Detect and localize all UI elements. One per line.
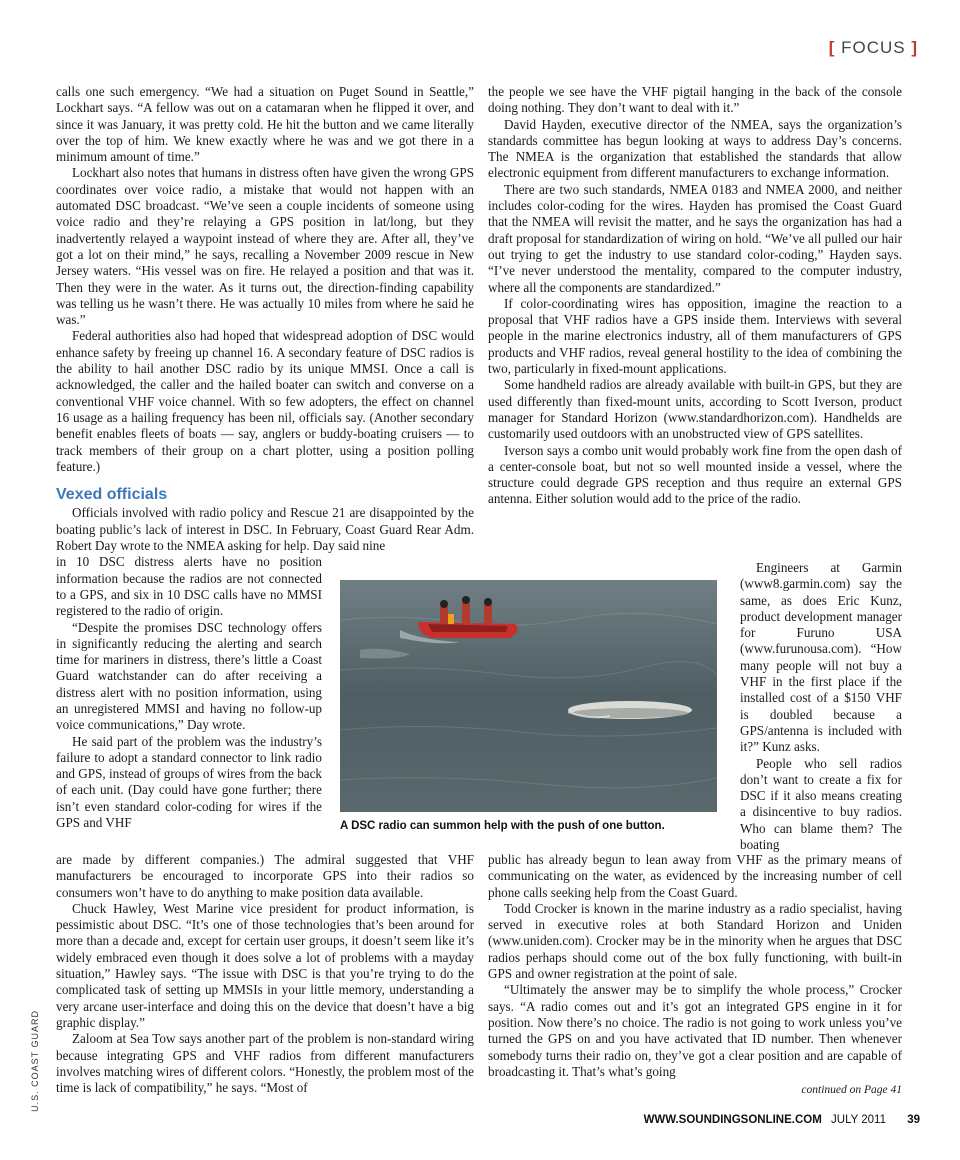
right-paragraph-2: David Hayden, executive director of the NMEA, says the organization’s standards committee has begun looking at ways to address Day’s concerns. The NMEA is the organization that established the standards that allow electronic equipment from different manufacturers to exchange information. xyxy=(488,116,902,181)
photo-illustration xyxy=(340,580,717,812)
capsized-hull xyxy=(568,701,692,719)
section-bracket-open: [ xyxy=(828,38,836,57)
section-bracket-close: ] xyxy=(911,38,918,57)
right-narrow-block xyxy=(740,560,902,853)
right-paragraph-10: “Ultimately the answer may be to simplify the whole process,” Crocker says. “A radio comes out and it’s got an integrated GPS engine in it for position. Now there’s no choice. The radio is not going to work unless you’ve turned the GPS on and you have activated that ID number. Then whenever somebody turns their radio on, they’ve got a clear position and are capable of broadcasting it. That’s what’s going xyxy=(488,982,902,1079)
left-paragraph-3: Federal authorities also had hoped that widespread adoption of DSC would enhance safety by freeing up channel 16. A secondary feature of DSC radios is the ability to hail another DSC radio by its unique MMSI. Once a call is acknowledged, the caller and the hailed boater can switch and converse on a conventional VHF voice channel. With so few adopters, the effect on channel 16 usage as a hailing frequency has been nil, officials say. (Another secondary benefit enables fleets of boats — say, anglers or buddy-boating cruisers — to track members of their group on a chart plotter, using a position polling feature.) xyxy=(56,328,474,474)
right-paragraph-6: Iverson says a combo unit would probably work fine from the open dash of a center-console boat, but not so well mounted inside a vessel, where the structure could degrade GPS reception and thus require an external GPS antenna. Either solution would add to the price of the radio. xyxy=(488,442,902,507)
subheading-vexed-officials: Vexed officials xyxy=(56,486,168,504)
section-tag xyxy=(829,38,918,58)
left-paragraph-7: Chuck Hawley, West Marine vice president for product information, is pessimistic about DSC. “It’s one of those technologies that’s been around for more than a decade and, except for certain user groups, it doesn’t seem like it’s widely embraced even though it does solve a lot of problems with a mayday situation,” Hawley says. “The issue with DSC is that you’re trying to do the complicated task of setting up MMSIs in your little memory, understanding a very arcane user-interface and doing this on the device that doesn’t have a big graphic display.” xyxy=(56,900,474,1030)
footer-issue: JULY 2011 xyxy=(831,1114,886,1126)
left-paragraph-2: Lockhart also notes that humans in distress often have given the wrong GPS coordinates over voice radio, a mistake that would not happen with an automated DSC broadcast. “We’ve seen a couple incidents of someone using voice radio and they’re relaying a GPS position in lat/long, but they inadvertently relayed a waypoint instead of where they are. After all, they’ve got a lot on their mind,” he says, recalling a November 2009 rescue in New Jersey waters. “His vessel was on fire. He relayed a position and that was it. Then they were in the water. As it turns out, the direction-finding capability was telling us he wasn’t there. He was actually 10 miles from where he said he was.” xyxy=(56,165,474,328)
photo-credit: U.S. COAST GUARD xyxy=(30,1010,40,1112)
left-paragraph-8: Zaloom at Sea Tow says another part of the problem is non-standard wiring because integrating GPS and VHF radios from different manufacturers involves matching wires of different colors. “Honestly, the problem most of the time is lack of compatibility,” he says. “Most of xyxy=(56,1031,474,1096)
page-footer xyxy=(644,1114,920,1126)
left-paragraph-5: “Despite the promises DSC technology offers in significantly reducing the alerting and search time for mariners in distress, there’s little a Coast Guard watchstander can do after receiving a distress alert with no position information, using an unregistered MMSI and having no follow-up voice communications,” Day wrote. xyxy=(56,619,322,733)
right-paragraph-5: Some handheld radios are already available with built-in GPS, but they are used differently than fixed-mount units, according to Scott Iverson, product manager for Standard Horizon (www.standardhorizon.com). Handhelds are customarily used outdoors with an unobstructed view of GPS satellites. xyxy=(488,377,902,442)
left-paragraph-4: Officials involved with radio policy and Rescue 21 are disappointed by the boating public’s lack of interest in DSC. In February, Coast Guard Rear Adm. Robert Day wrote to the NMEA asking for help. Day said nine xyxy=(56,505,474,554)
page-number: 39 xyxy=(907,1114,920,1126)
left-paragraph-6: He said part of the problem was the industry’s failure to adopt a standard connector to link radio and GPS, instead of groups of wires from the back of each unit. (Day could have gone further; there isn’t even standard color-coding for wires if the GPS and VHF xyxy=(56,733,322,831)
right-paragraph-7: Engineers at Garmin (www8.garmin.com) say the same, as does Eric Kunz, product development manager for Furuno USA (www.furunousa.com). “How many people will not buy a VHF in the first place if the installed cost of a $150 VHF is doubled because a GPS/antenna is included with it?” Kunz asks. xyxy=(740,560,902,755)
continued-note: continued on Page 41 xyxy=(801,1084,902,1097)
left-paragraph-1: calls one such emergency. “We had a situation on Puget Sound in Seattle,” Lockhart says. “A fellow was out on a catamaran when he flipped it over, and since it was January, it was pretty cold. He hit the button and we came literally over the top of him. We knew exactly where he was and we got there in a minimum amount of time.” xyxy=(56,84,474,165)
left-column-bottom xyxy=(56,852,474,1096)
right-column xyxy=(488,84,902,508)
right-paragraph-8: People who sell radios don’t want to create a fix for DSC if it also means creating a disincentive to buy radios. Who can blame them? The boating xyxy=(740,755,902,853)
left-paragraph-4b: in 10 DSC distress alerts have no position information because the radios are not connected to a GPS, and six in 10 DSC calls have no MMSI registered to the radio of origin. xyxy=(56,554,322,619)
right-paragraph-9: Todd Crocker is known in the marine industry as a radio specialist, having served in executive roles at both Standard Horizon and Uniden (www.uniden.com). Crocker may be in the minority when he argues that DSC radios perhaps should come out of the box fully functioning, with built-in GPS and owner registration at the point of sale. xyxy=(488,900,902,982)
rescue-boat-photo xyxy=(340,580,717,812)
right-column-bottom xyxy=(488,852,902,1098)
right-paragraph-8b: public has already begun to lean away from VHF as the primary means of communicating on the water, as evidenced by the increasing number of cell phone calls seeking help from the Coast Guard. xyxy=(488,852,902,900)
footer-url[interactable]: WWW.SOUNDINGSONLINE.COM xyxy=(643,1114,822,1126)
photo-figure xyxy=(340,580,724,836)
photo-caption: A DSC radio can summon help with the push of one button. xyxy=(340,820,665,832)
left-paragraph-6b: are made by different companies.) The admiral suggested that VHF manufacturers be encouraged to incorporate GPS into their radios so consumers won’t have to do anything to make position data available. xyxy=(56,852,474,900)
right-paragraph-3: There are two such standards, NMEA 0183 and NMEA 2000, and neither includes color-coding for the wires. Hayden has promised the Coast Guard that the NMEA will revisit the matter, and he says the organization has had a draft proposal for standardization of wiring on hold. “We’ve all pulled our hair out trying to get the industry to use standard color-coding,” Hayden says. “I’ve never understood the mentality, compared to the computer industry, where all the components are standardized.” xyxy=(488,181,902,295)
left-narrow-block xyxy=(56,554,322,831)
right-paragraph-1: the people we see have the VHF pigtail hanging in the back of the console doing nothing. They don’t want to deal with it.” xyxy=(488,84,902,116)
right-paragraph-4: If color-coordinating wires has opposition, imagine the reaction to a proposal that VHF radios have a GPS inside them. Interviews with several people in the marine electronics industry, all of them manufacturers of GPS products and VHF radios, reveal general hostility to the idea of combining the two, particularly in fixed-mount applications. xyxy=(488,295,902,377)
section-label: FOCUS xyxy=(841,38,906,57)
